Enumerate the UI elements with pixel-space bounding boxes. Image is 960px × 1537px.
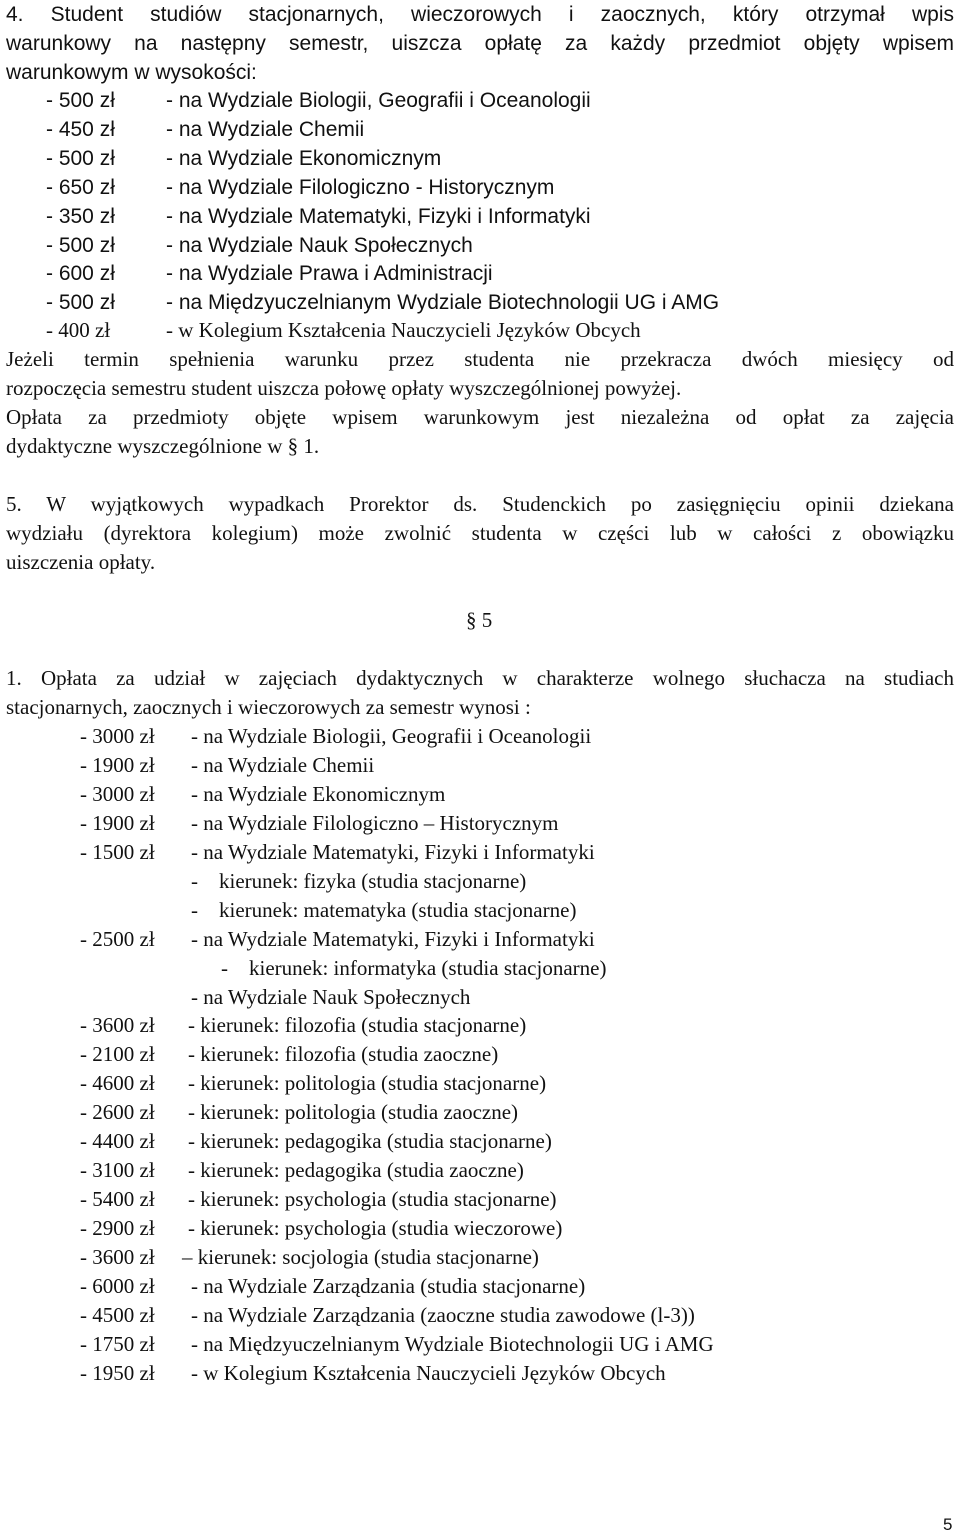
section4-note-line: dydaktyczne wyszczególnione w § 1. [6, 434, 320, 458]
fee-amount: - 3000 zł [80, 724, 155, 748]
fee-amount: - 3100 zł [80, 1158, 155, 1182]
fee-amount: - 2900 zł [80, 1216, 155, 1240]
fee-description: - na Wydziale Chemii [166, 118, 365, 141]
fee-description: - na Międzyuczelnianym Wydziale Biotechnologii UG i AMG [191, 1332, 714, 1356]
fee-amount: - 400 zł [46, 318, 111, 342]
fee-description: - na Międzyuczelnianym Wydziale Biotechnologii UG i AMG [166, 291, 720, 314]
list-item [6, 896, 954, 925]
list-item [6, 1214, 954, 1243]
list-item [6, 1011, 954, 1040]
paragraph5-intro-line: stacjonarnych, zaocznych i wieczorowych za semestr wynosi : [6, 695, 531, 719]
fee-amount: - 4500 zł [80, 1303, 155, 1327]
list-item [6, 1301, 954, 1330]
fee-description: - kierunek: matematyka (studia stacjonarne) [191, 898, 577, 922]
fee-amount: - 650 zł [46, 176, 115, 199]
list-item [6, 1156, 954, 1185]
fee-description: - na Wydziale Matematyki, Fizyki i Informatyki [191, 927, 595, 951]
list-item [6, 1069, 954, 1098]
list-item [6, 983, 954, 1012]
list-item [6, 867, 954, 896]
page-number: 5 [943, 1515, 953, 1534]
list-item [6, 1359, 954, 1388]
section5-line: uiszczenia opłaty. [6, 550, 156, 574]
list-item [6, 115, 954, 144]
section5-line: wydziału (dyrektora kolegium) może zwolnić studenta w części lub w całości z obowiązku [6, 521, 954, 545]
fee-description: - na Wydziale Prawa i Administracji [166, 262, 493, 285]
section4-note-line: Opłata za przedmioty objęte wpisem warunkowym jest niezależna od opłat za zajęcia [6, 405, 954, 429]
list-item [6, 202, 954, 231]
fee-description: - na Wydziale Ekonomicznym [166, 147, 442, 170]
fee-description: - na Wydziale Ekonomicznym [191, 782, 446, 806]
section4-note-line: rozpoczęcia semestru student uiszcza połowę opłaty wyszczególnionej powyżej. [6, 376, 682, 400]
fee-description: - kierunek: filozofia (studia stacjonarne) [188, 1013, 527, 1037]
fee-description: - kierunek: pedagogika (studia zaoczne) [188, 1158, 524, 1182]
list-item [6, 722, 954, 751]
list-item [6, 259, 954, 288]
fee-description: - na Wydziale Matematyki, Fizyki i Informatyki [166, 205, 591, 228]
fee-amount: - 1500 zł [80, 840, 155, 864]
list-item [6, 316, 954, 345]
fee-description: - na Wydziale Filologiczno - Historycznym [166, 176, 555, 199]
paragraph5-intro-line: 1. Opłata za udział w zajęciach dydaktycznych w charakterze wolnego słuchacza na studiach [6, 666, 954, 690]
paragraph-heading: § 5 [466, 608, 493, 632]
fee-amount: - 1750 zł [80, 1332, 155, 1356]
list-item [6, 1272, 954, 1301]
list-item [6, 144, 954, 173]
fee-description: - na Wydziale Biologii, Geografii i Oceanologii [166, 89, 591, 112]
fee-description: - na Wydziale Zarządzania (zaoczne studia zawodowe (l-3)) [191, 1303, 695, 1327]
fee-description: – kierunek: socjologia (studia stacjonarne) [182, 1245, 539, 1269]
fee-amount: - 3000 zł [80, 782, 155, 806]
list-item [6, 809, 954, 838]
fee-amount: - 600 zł [46, 262, 115, 285]
list-item [6, 1127, 954, 1156]
list-item [6, 288, 954, 317]
fee-amount: - 2600 zł [80, 1100, 155, 1124]
list-item [6, 1185, 954, 1214]
list-item [6, 86, 954, 115]
fee-amount: - 2500 zł [80, 927, 155, 951]
fee-description: - kierunek: informatyka (studia stacjonarne) [221, 956, 607, 980]
fee-amount: - 6000 zł [80, 1274, 155, 1298]
fee-description: - kierunek: psychologia (studia wieczorowe) [188, 1216, 563, 1240]
fee-description: - na Wydziale Nauk Społecznych [166, 234, 473, 257]
list-item [6, 925, 954, 954]
fee-description: - w Kolegium Kształcenia Nauczycieli Języków Obcych [166, 318, 641, 342]
section4-intro-line: warunkowy na następny semestr, uiszcza opłatę za każdy przedmiot objęty wpisem [6, 32, 954, 55]
fee-amount: - 1950 zł [80, 1361, 155, 1385]
list-item [6, 751, 954, 780]
fee-description: - kierunek: politologia (studia zaoczne) [188, 1100, 519, 1124]
fee-amount: - 1900 zł [80, 753, 155, 777]
fee-amount: - 500 zł [46, 147, 115, 170]
fee-amount: - 500 zł [46, 234, 115, 257]
section4-intro-line: 4. Student studiów stacjonarnych, wieczorowych i zaocznych, który otrzymał wpis [6, 3, 954, 26]
fee-description: - na Wydziale Chemii [191, 753, 375, 777]
list-item [6, 173, 954, 202]
fee-amount: - 2100 zł [80, 1042, 155, 1066]
fee-amount: - 3600 zł [80, 1013, 155, 1037]
list-item [6, 1040, 954, 1069]
fee-description: - w Kolegium Kształcenia Nauczycieli Języków Obcych [191, 1361, 666, 1385]
fee-amount: - 3600 zł [80, 1245, 155, 1269]
list-item [6, 1243, 954, 1272]
fee-description: - kierunek: psychologia (studia stacjonarne) [188, 1187, 557, 1211]
fee-description: - na Wydziale Biologii, Geografii i Oceanologii [191, 724, 592, 748]
fee-description: - na Wydziale Matematyki, Fizyki i Informatyki [191, 840, 595, 864]
list-item [6, 838, 954, 867]
fee-amount: - 1900 zł [80, 811, 155, 835]
fee-description: - kierunek: politologia (studia stacjonarne) [188, 1071, 547, 1095]
list-item [6, 1098, 954, 1127]
section4-note-line: Jeżeli termin spełnienia warunku przez studenta nie przekracza dwóch miesięcy od [6, 347, 954, 371]
fee-amount: - 5400 zł [80, 1187, 155, 1211]
fee-amount: - 450 zł [46, 118, 115, 141]
fee-description: - na Wydziale Nauk Społecznych [191, 985, 471, 1009]
fee-amount: - 4400 zł [80, 1129, 155, 1153]
fee-description: - na Wydziale Zarządzania (studia stacjonarne) [191, 1274, 586, 1298]
fee-description: - kierunek: fizyka (studia stacjonarne) [191, 869, 527, 893]
fee-description: - na Wydziale Filologiczno – Historycznym [191, 811, 559, 835]
list-item [6, 954, 954, 983]
fee-amount: - 4600 zł [80, 1071, 155, 1095]
fee-description: - kierunek: filozofia (studia zaoczne) [188, 1042, 499, 1066]
section5-line: 5. W wyjątkowych wypadkach Prorektor ds. Studenckich po zasięgnięciu opinii dziekana [6, 492, 954, 516]
fee-amount: - 500 zł [46, 291, 115, 314]
list-item [6, 231, 954, 260]
fee-amount: - 500 zł [46, 89, 115, 112]
list-item [6, 780, 954, 809]
section4-intro-line: warunkowym w wysokości: [6, 61, 257, 84]
fee-description: - kierunek: pedagogika (studia stacjonarne) [188, 1129, 552, 1153]
list-item [6, 1330, 954, 1359]
fee-amount: - 350 zł [46, 205, 115, 228]
